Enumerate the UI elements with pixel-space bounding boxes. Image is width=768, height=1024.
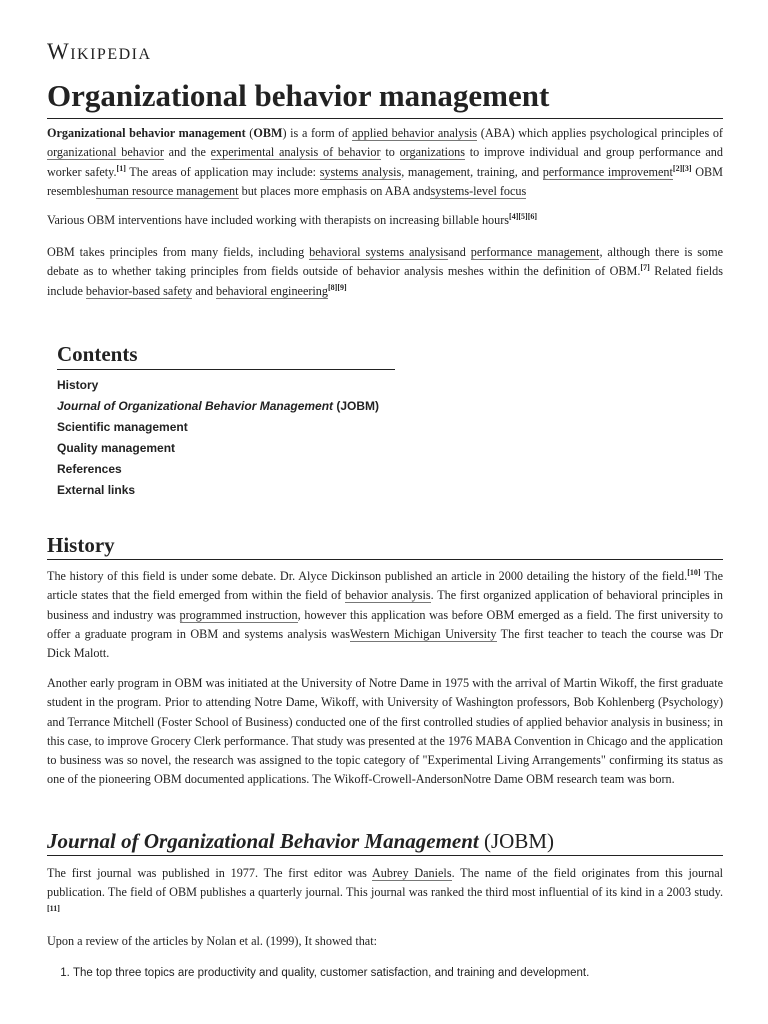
link-behavior-analysis[interactable]: behavior analysis: [345, 588, 431, 603]
link-performance-improvement[interactable]: performance improvement: [542, 164, 673, 179]
citation[interactable]: [2][3]: [672, 163, 692, 173]
intro-paragraph-3: OBM takes principles from many fields, including behavioral systems analysisand performance management, although there is some debate as to whether taking principles from fields outside of behavior analysis meshes within the definition of OBM.[7] Related fields include behavior-based safety and behavioral engineering[8][9]: [47, 245, 724, 298]
table-of-contents: [57, 340, 395, 501]
jobm-paragraph-2: Upon a review of the articles by Nolan et al. (1999), It showed that:: [47, 934, 377, 948]
heading-history: History: [47, 531, 723, 560]
link-behavioral-systems-analysis[interactable]: behavioral systems analysis: [309, 245, 449, 259]
link-organizations[interactable]: organizations: [399, 145, 465, 160]
link-aubrey-daniels[interactable]: Aubrey Daniels: [372, 866, 452, 880]
heading-jobm: Journal of Organizational Behavior Management (JOBM): [47, 827, 723, 856]
page-title: Organizational behavior management: [47, 76, 723, 119]
link-programmed-instruction[interactable]: programmed instruction: [179, 607, 298, 622]
link-western-michigan-university[interactable]: Western Michigan University: [350, 626, 497, 641]
toc-list: [57, 375, 395, 501]
wikipedia-wordmark[interactable]: Wikipedia: [47, 39, 152, 64]
citation[interactable]: [11]: [47, 903, 60, 913]
link-systems-analysis[interactable]: systems analysis: [319, 164, 402, 179]
history-paragraph-1: The history of this field is under some debate. Dr. Alyce Dickinson published an article in 2000 detailing the history of the field.[10] The article states that the field emerged from within the field of behavior analysis. The first organized application of behavioral principles in business and industry was programmed instruction, however this application was before OBM emerged as a field. The first university to offer a graduate program in OBM and systems analysis wasWestern Michigan University The first teacher to teach the course was Dr Dick Malott.: [47, 567, 724, 661]
history-paragraph-2: Another early program in OBM was initiated at the University of Notre Dame in 1975 with the arrival of Martin Wikoff, the first graduate student in the program. Prior to attending Notre Dame, Wikoff, with University of Washington professors, Bob Kohlenberg (Psychology) and Terrance Mitchell (Foster School of Business) conducted one of the first controlled studies of applied behavior analysis in business; in this case, to improve Grocery Clerk performance. That study was presented at the 1976 MABA Convention in Chicago and the application to business was so novel, the research was assigned to the topic category of "Experimental Living Arrangements" confirming its status as one of the pioneering OBM documented applications. The Wikoff-Crowell-AndersonNotre Dame OBM research team was born.: [47, 676, 724, 787]
toc-item-history[interactable]: History: [57, 378, 99, 392]
toc-item-external-links[interactable]: External links: [57, 483, 136, 497]
citation[interactable]: [4][5][6]: [509, 211, 538, 221]
link-performance-management[interactable]: performance management: [470, 245, 600, 259]
toc-item-scientific-management[interactable]: Scientific management: [57, 420, 188, 434]
link-behavior-based-safety[interactable]: behavior-based safety: [85, 283, 193, 298]
link-experimental-analysis-of-behavior[interactable]: experimental analysis of behavior: [210, 145, 381, 160]
toc-title: Contents: [57, 340, 395, 370]
list-item: 1. The top three topics are productivity and quality, customer satisfaction, and training and development.: [73, 964, 723, 983]
link-systems-level-focus[interactable]: systems-level focus: [430, 183, 527, 198]
intro-paragraph-2: Various OBM interventions have included working with therapists on increasing billable hours[4][5][6]: [47, 211, 538, 227]
jobm-findings-list: [47, 964, 723, 983]
citation[interactable]: [7]: [640, 263, 650, 273]
citation[interactable]: [10]: [687, 567, 701, 577]
citation[interactable]: [1]: [116, 163, 126, 173]
subject-bold: Organizational behavior management: [47, 126, 246, 140]
toc-item-jobm[interactable]: Journal of Organizational Behavior Management (JOBM): [57, 399, 380, 413]
link-applied-behavior-analysis[interactable]: applied behavior analysis: [352, 126, 478, 140]
intro-paragraph-1: Organizational behavior management (OBM) is a form of applied behavior analysis (ABA) which applies psychological principles of organizational behavior and the experimental analysis of behavior to organizations to improve individual and group performance and worker safety.[1] The areas of application may include: systems analysis, management, training, and performance improvement[2][3] OBM resembleshuman resource management but places more emphasis on ABA andsystems-level focus: [47, 126, 723, 198]
toc-item-references[interactable]: References: [57, 462, 122, 476]
jobm-paragraph-1: The first journal was published in 1977. The first editor was Aubrey Daniels. The name of the field originates from this journal publication. The field of OBM publishes a quarterly journal. This journal was ranked the third most influential of its kind in a 2003 study.[11]: [47, 866, 723, 913]
link-organizational-behavior[interactable]: organizational behavior: [47, 145, 164, 160]
link-behavioral-engineering[interactable]: behavioral engineering: [215, 283, 328, 298]
link-human-resource-management[interactable]: human resource management: [95, 183, 239, 198]
toc-item-quality-management[interactable]: Quality management: [57, 441, 176, 455]
citation[interactable]: [8][9]: [328, 282, 347, 292]
